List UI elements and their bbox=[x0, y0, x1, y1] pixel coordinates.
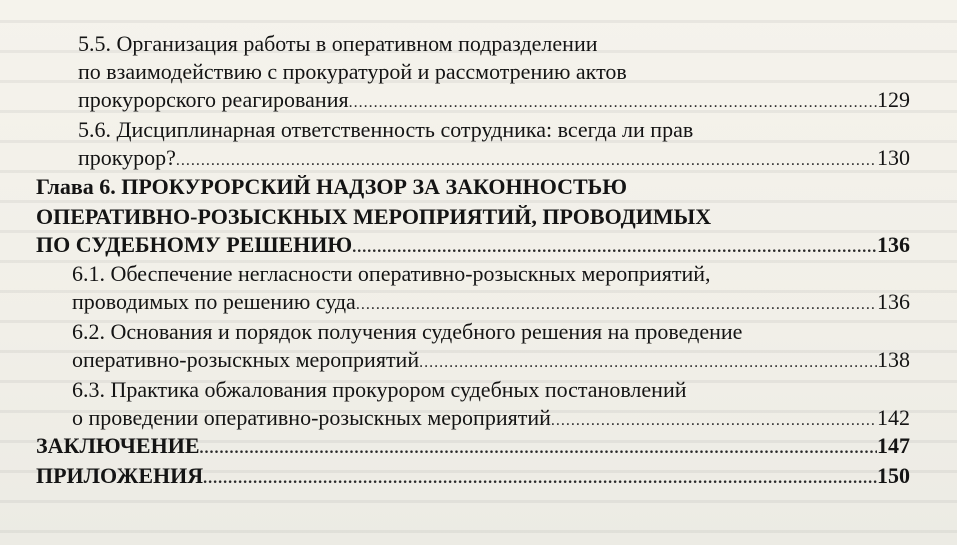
toc-entry-6-1-title-end: проводимых по решению суда bbox=[72, 289, 356, 314]
toc-chapter-6-line-3 bbox=[36, 231, 910, 259]
dot-leader bbox=[203, 465, 877, 493]
dot-leader bbox=[176, 147, 877, 175]
toc-entry-6-1-page: 136 bbox=[877, 289, 910, 314]
toc-chapter-6-page: 136 bbox=[877, 232, 910, 257]
toc-conclusion-page: 147 bbox=[877, 433, 910, 458]
toc-conclusion bbox=[36, 432, 910, 460]
toc-entry-5-5-line-1: 5.5. Организация работы в оперативном подразделении bbox=[78, 31, 598, 56]
toc-entry-5-5-line-2: по взаимодействию с прокуратурой и рассмотрению актов bbox=[78, 59, 627, 84]
toc-entry-6-3-page: 142 bbox=[877, 405, 910, 430]
toc-entry-6-2-page: 138 bbox=[877, 347, 910, 372]
dot-leader bbox=[551, 407, 877, 435]
toc-conclusion-label: ЗАКЛЮЧЕНИЕ bbox=[36, 433, 200, 458]
toc-entry-6-1-line-2 bbox=[72, 288, 910, 316]
toc-entry-5-5-title-end: прокурорского реагирования bbox=[78, 87, 349, 112]
dot-leader bbox=[356, 291, 877, 319]
toc-appendix-page: 150 bbox=[877, 463, 910, 488]
toc-entry-5-6-title-end: прокурор? bbox=[78, 145, 176, 170]
dot-leader bbox=[419, 349, 877, 377]
toc-entry-6-2-title-end: оперативно-розыскных мероприятий bbox=[72, 347, 420, 372]
toc-entry-6-1-line-1: 6.1. Обеспечение негласности оперативно-розыскных мероприятий, bbox=[72, 261, 711, 286]
toc-entry-6-2-line-1: 6.2. Основания и порядок получения судебного решения на проведение bbox=[72, 319, 743, 344]
toc-entry-5-6-page: 130 bbox=[877, 145, 910, 170]
dot-leader bbox=[349, 89, 877, 117]
toc-chapter-6-line-2: ОПЕРАТИВНО-РОЗЫСКНЫХ МЕРОПРИЯТИЙ, ПРОВОДИМЫХ bbox=[36, 204, 712, 229]
toc-entry-6-2-line-2 bbox=[72, 346, 910, 374]
toc-appendix-label: ПРИЛОЖЕНИЯ bbox=[36, 463, 204, 488]
toc-chapter-6-line-1: Глава 6. ПРОКУРОРСКИЙ НАДЗОР ЗА ЗАКОННОСТЬЮ bbox=[36, 174, 627, 199]
toc-entry-6-3-line-1: 6.3. Практика обжалования прокурором судебных постановлений bbox=[72, 377, 687, 402]
dot-leader bbox=[200, 435, 878, 463]
toc-entry-5-5-page: 129 bbox=[877, 87, 910, 112]
toc-entry-6-3-line-2 bbox=[72, 404, 910, 432]
dot-leader bbox=[352, 234, 877, 262]
toc-entry-5-6-line-2 bbox=[78, 144, 910, 172]
toc-entry-5-6-line-1: 5.6. Дисциплинарная ответственность сотрудника: всегда ли прав bbox=[78, 117, 694, 142]
toc-chapter-6-title-end: ПО СУДЕБНОМУ РЕШЕНИЮ bbox=[36, 232, 353, 257]
toc-entry-5-5-line-3 bbox=[78, 86, 910, 114]
toc-appendix bbox=[36, 462, 910, 490]
toc-entry-6-3-title-end: о проведении оперативно-розыскных мероприятий bbox=[72, 405, 551, 430]
